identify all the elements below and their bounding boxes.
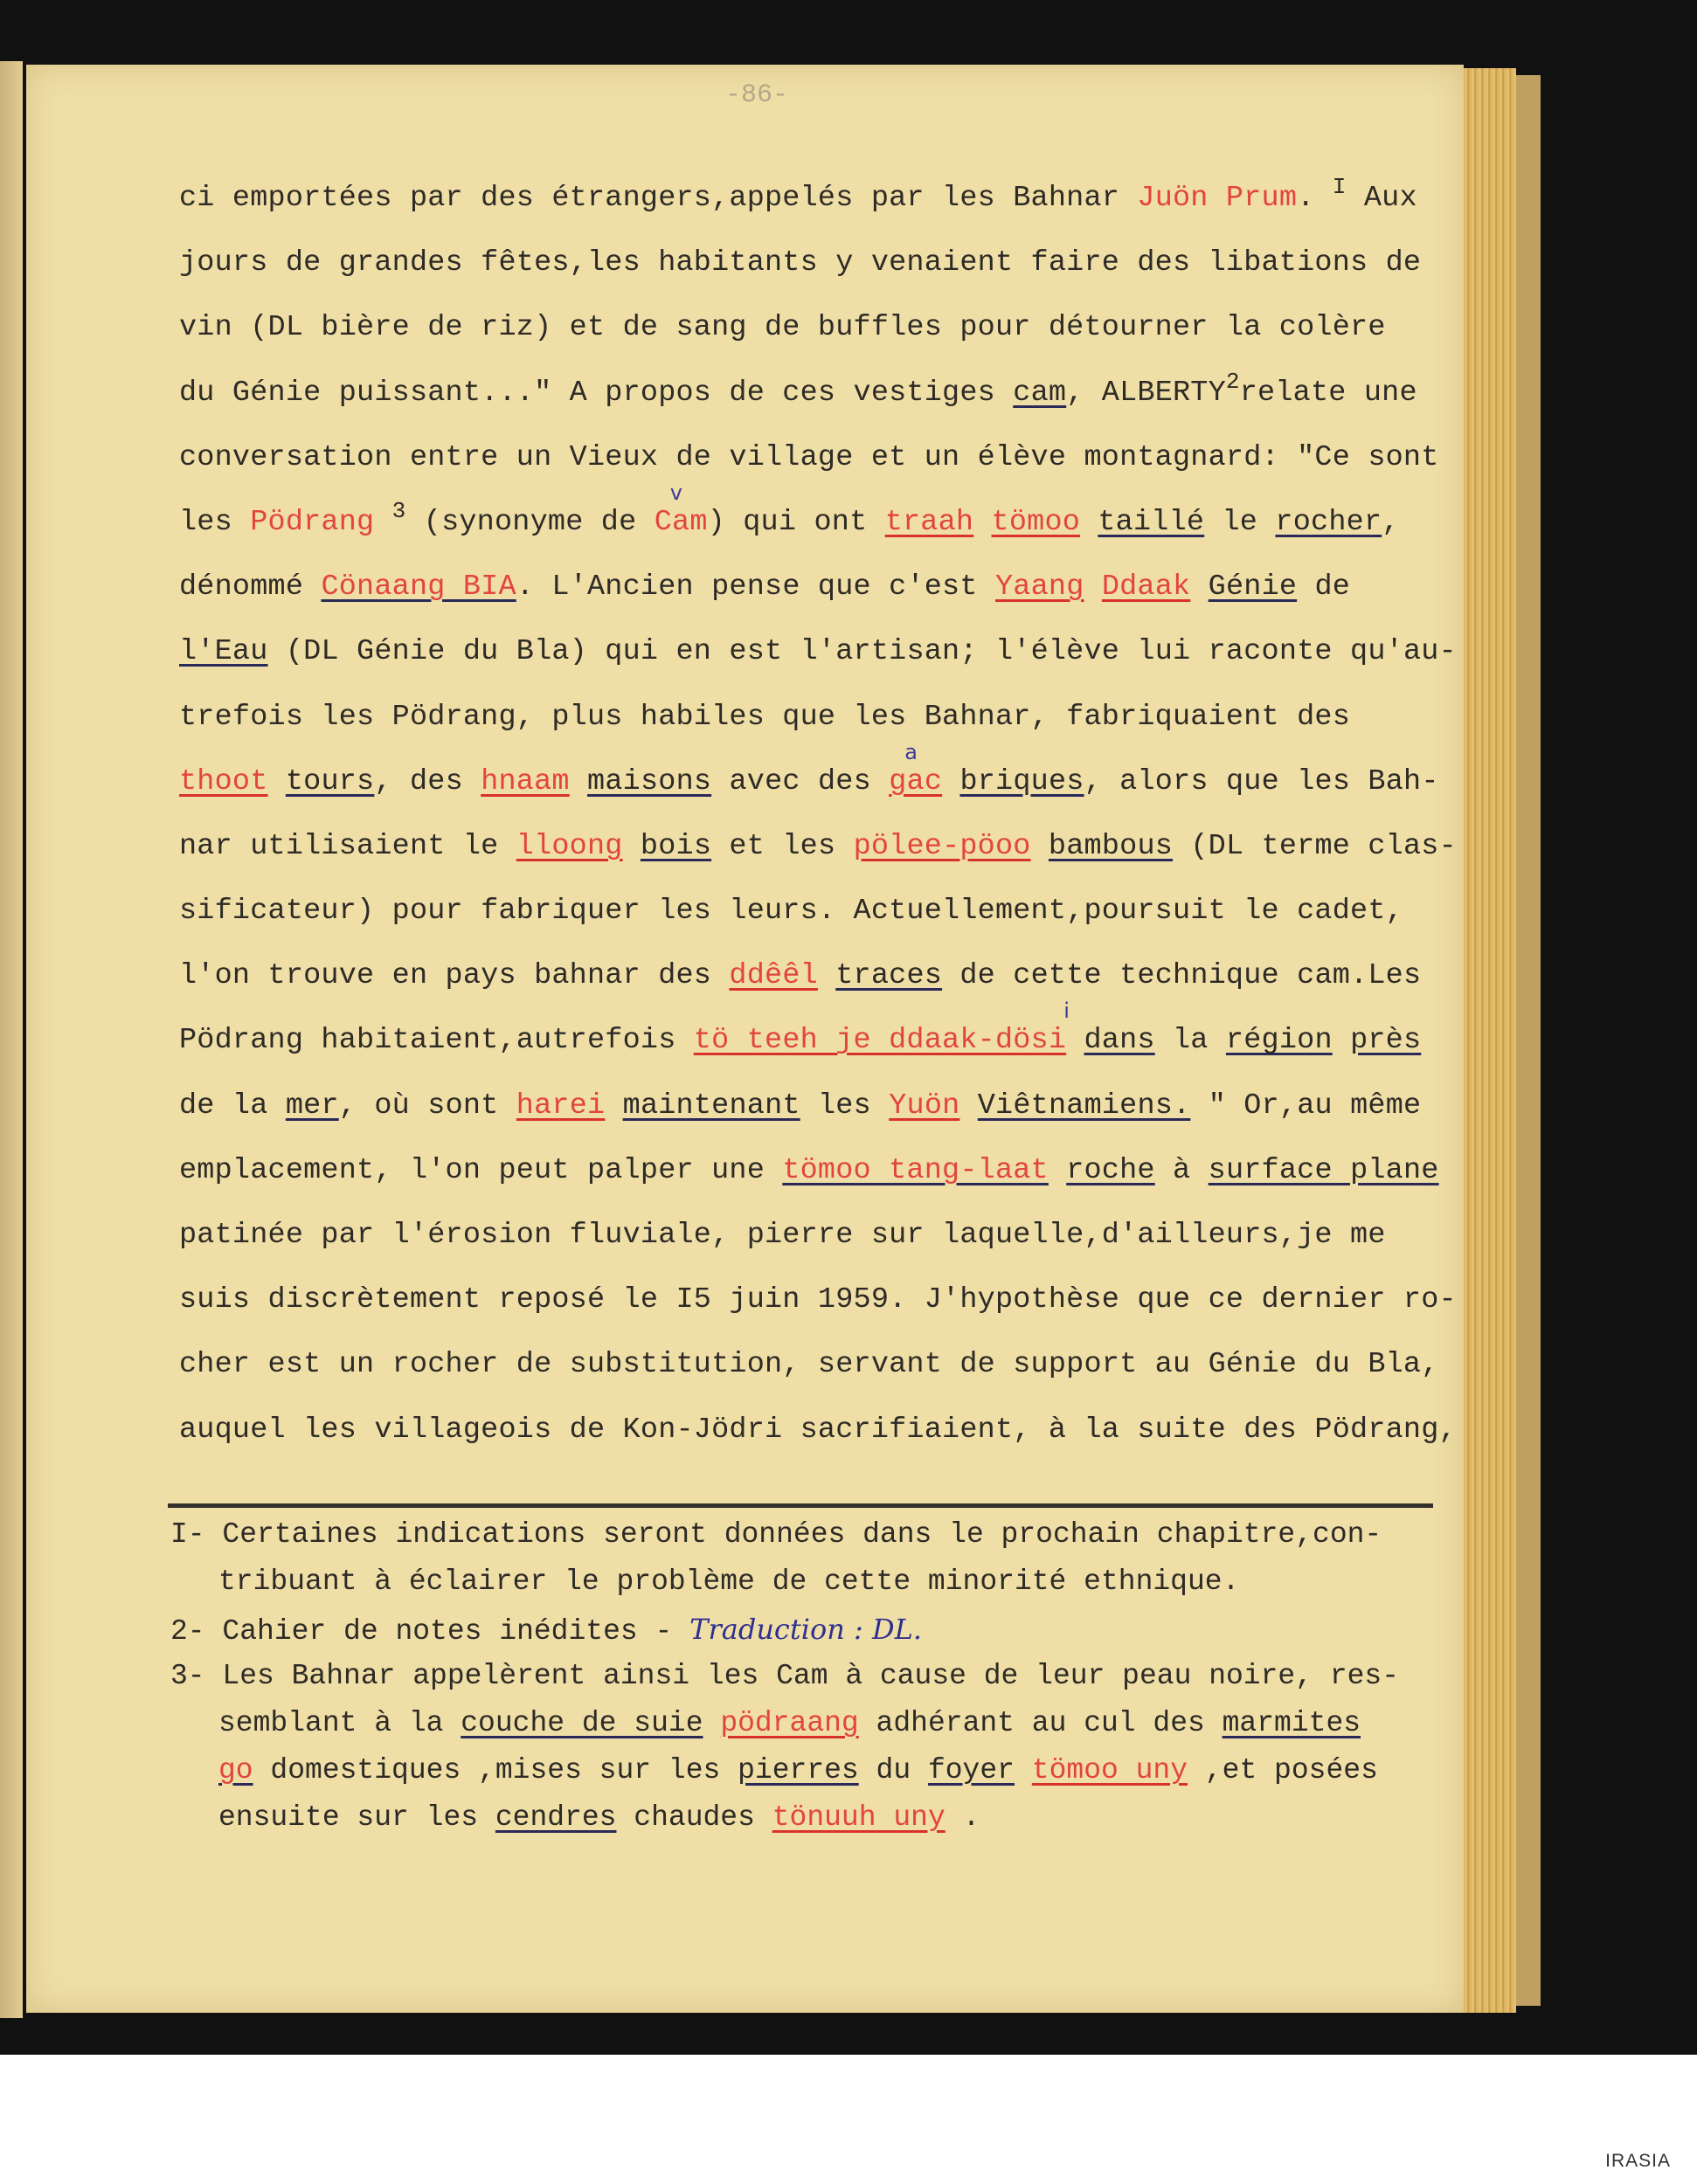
text-line: emplacement, l'on peut palper une tömoo tang-laat roche à surface plane [179, 1153, 1439, 1187]
left-page-edge [0, 61, 23, 2018]
text-line: vin (DL bière de riz) et de sang de buffles pour détourner la colère [179, 311, 1386, 345]
text-line: du Génie puissant..." A propos de ces vestiges cam, ALBERTY$^2$relate une [179, 368, 1417, 410]
text-line: jours de grandes fêtes,les habitants y venaient faire des libations de [179, 246, 1422, 280]
body-text [179, 166, 1455, 1462]
text-line: les Pödrang $^3$ (synonyme de v Cam) qui ont traah tömoo taillé le rocher, [179, 490, 1455, 555]
footnote-2: 2- Cahier de notes inédites - Traduction : DL. [170, 1613, 923, 1648]
text-line: Pödrang habitaient,autrefois i tö teeh je ddaak-dösi dans la région près [179, 1008, 1455, 1073]
footnote-3: 3- Les Bahnar appelèrent ainsi les Cam à cause de leur peau noire, res- [170, 1660, 1400, 1692]
text-line: cher est un rocher de substitution, servant de support au Génie du Bla, [179, 1348, 1439, 1382]
text-line: ci emportées par des étrangers,appelés par les Bahnar Juön Prum. $^I$ Aux [179, 174, 1417, 215]
text-line: l'Eau (DL Génie du Bla) qui en est l'artisan; l'élève lui raconte qu'au- [179, 635, 1457, 669]
handwritten-circumflex: a [904, 739, 918, 764]
text-line: thoot tours, des hnaam maisons avec des a gac briques, alors que les Bah- [179, 750, 1455, 814]
text-line: de la mer, où sont harei maintenant les Yuön Viêtnamiens. " Or,au même [179, 1089, 1422, 1123]
handwritten-annotation: Traduction : DL. [689, 1613, 923, 1646]
watermark: IRASIA [1605, 2151, 1671, 2171]
footnote-ref: 2 [1225, 368, 1240, 395]
page-number: -86- [725, 80, 789, 110]
footnote-3-cont: semblant à la couche de suie pödraang adhérant au cul des marmites [218, 1707, 1361, 1739]
text-line: suis discrètement reposé le I5 juin 1959. J'hypothèse que ce dernier ro- [179, 1283, 1457, 1317]
text-line: auquel les villageois de Kon-Jödri sacrifiaient, à la suite des Pödrang, [179, 1413, 1457, 1447]
text-line: sificateur) pour fabriquer les leurs. Actuellement,poursuit le cadet, [179, 895, 1403, 929]
footnote-separator [168, 1503, 1433, 1508]
text-line: l'on trouve en pays bahnar des ddêêl traces de cette technique cam.Les [179, 959, 1422, 993]
footnote-ref: 3 [391, 497, 406, 524]
page-block-edge [1464, 68, 1516, 2013]
footnote-1-cont: tribuant à éclairer le problème de cette minorité ethnique. [218, 1565, 1240, 1598]
text-line: trefois les Pödrang, plus habiles que les Bahnar, fabriquaient des [179, 700, 1351, 734]
footnotes [170, 1511, 1455, 1842]
book-cover-edge [1516, 75, 1541, 2006]
footnote-ref: I [1332, 174, 1347, 200]
footnote-1: I- Certaines indications seront données dans le prochain chapitre,con- [170, 1518, 1382, 1551]
text-line: nar utilisaient le lloong bois et les pölee-pöoo bambous (DL terme clas- [179, 829, 1457, 863]
text-line: patinée par l'érosion fluviale, pierre sur laquelle,d'ailleurs,je me [179, 1219, 1386, 1252]
handwritten-caron: v [669, 480, 683, 505]
footnote-3-cont: go domestiques ,mises sur les pierres du foyer tömoo uny ,et posées [218, 1754, 1378, 1787]
footnote-3-cont: ensuite sur les cendres chaudes tönuuh uny . [218, 1801, 980, 1834]
handwritten-accent: i [1063, 999, 1070, 1024]
text-line: dénommé Cönaang BIA. L'Ancien pense que c'est Yaang Ddaak Génie de [179, 570, 1351, 605]
text-line: conversation entre un Vieux de village et un élève montagnard: "Ce sont [179, 440, 1439, 474]
